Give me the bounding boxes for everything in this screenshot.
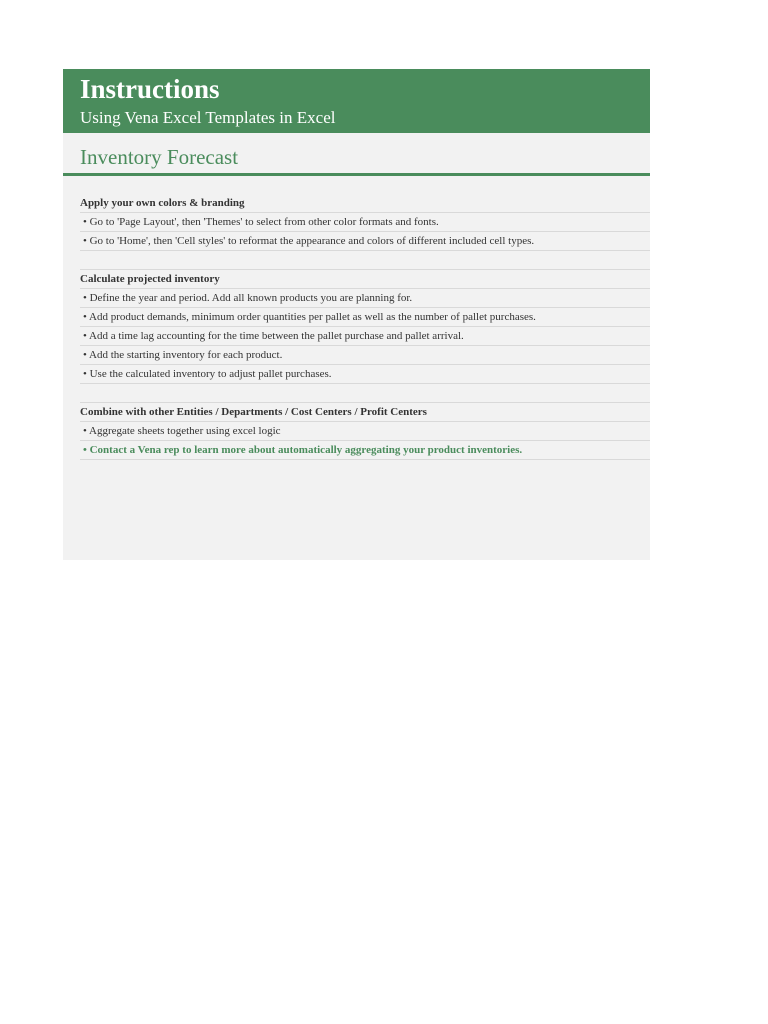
group-heading-branding: Apply your own colors & branding [80, 194, 650, 213]
spacer-row [80, 384, 650, 403]
list-item: • Define the year and period. Add all known products you are planning for. [80, 289, 650, 308]
instruction-groups [63, 176, 650, 460]
list-item: • Go to 'Home', then 'Cell styles' to reformat the appearance and colors of different included cell types. [80, 232, 650, 251]
banner-subtitle: Using Vena Excel Templates in Excel [80, 108, 336, 127]
list-item: • Aggregate sheets together using excel logic [80, 422, 650, 441]
section-title: Inventory Forecast [63, 145, 650, 176]
banner-title: Instructions [80, 74, 220, 104]
list-item: • Go to 'Page Layout', then 'Themes' to select from other color formats and fonts. [80, 213, 650, 232]
instructions-sheet [63, 69, 650, 560]
list-item: • Use the calculated inventory to adjust pallet purchases. [80, 365, 650, 384]
contact-vena-link[interactable]: • Contact a Vena rep to learn more about automatically aggregating your product inventories. [80, 441, 650, 460]
group-heading-combine: Combine with other Entities / Departments / Cost Centers / Profit Centers [80, 403, 650, 422]
list-item: • Add the starting inventory for each product. [80, 346, 650, 365]
header-banner [63, 69, 650, 133]
spacer-row [80, 251, 650, 270]
list-item: • Add product demands, minimum order quantities per pallet as well as the number of pallet purchases. [80, 308, 650, 327]
group-heading-inventory: Calculate projected inventory [80, 270, 650, 289]
list-item: • Add a time lag accounting for the time between the pallet purchase and pallet arrival. [80, 327, 650, 346]
